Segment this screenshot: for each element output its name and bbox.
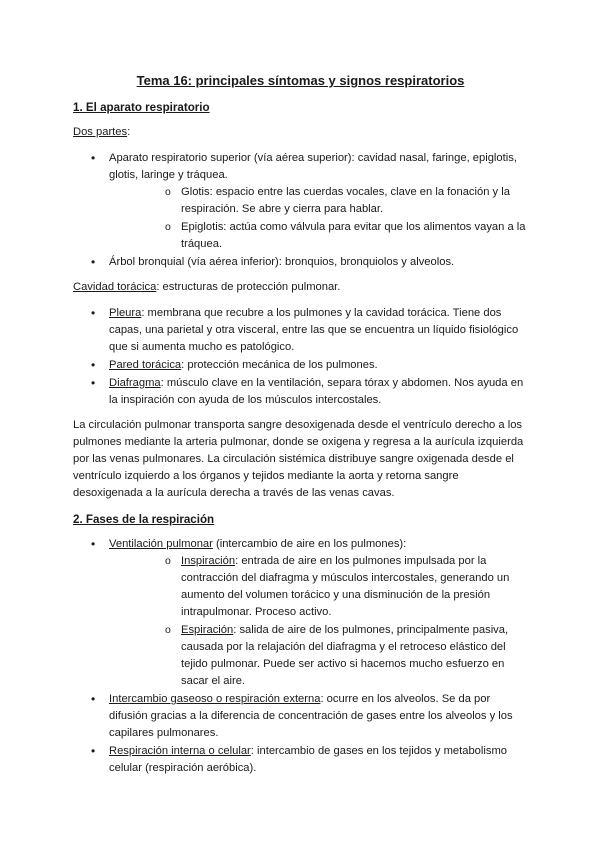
term: Intercambio gaseoso o respiración externa	[109, 693, 321, 705]
term: Inspiración	[181, 555, 236, 567]
term: Pleura	[109, 307, 142, 319]
list-item-via-aerea-superior	[73, 150, 528, 253]
term: Diafragma	[109, 377, 161, 389]
sub-item-espiracion	[109, 622, 528, 690]
fases-list	[73, 536, 528, 777]
circulacion-paragraph: La circulación pulmonar transporta sangre desoxigenada desde el ventrículo derecho a los pulmones mediante la arteria pulmonar, donde se oxigena y regresa a la aurícula izquierda por las venas pulmonares. La circulación sistémica distribuye sangre oxigenada desde el ventrículo izquierdo a los órganos y tejidos mediante la aorta y retorna sangre desoxigenada a la aurícula derecha a través de las venas cavas.	[73, 419, 524, 499]
dos-partes-line	[73, 124, 528, 141]
list-item-arbol-bronquial	[73, 254, 528, 271]
definition: : membrana que recubre a los pulmones y la cavidad torácica. Tiene dos capas, una parietal y otra visceral, entre las que se encuentra un líquido fisiológico que si aumenta mucho es patológico.	[109, 307, 519, 353]
list-item-pared-toracica	[73, 357, 528, 374]
term: Respiración interna o celular	[109, 745, 251, 757]
term: Pared torácica	[109, 359, 182, 371]
term: Espiración	[181, 624, 234, 636]
definition: : intercambio de gases en los tejidos y metabolismo celular (respiración aeróbica).	[109, 745, 507, 774]
definition: (intercambio de aire en los pulmones):	[212, 538, 407, 550]
sub-item-inspiracion	[109, 553, 528, 621]
cavidad-line	[73, 279, 528, 296]
list-item-text: Aparato respiratorio superior (vía aérea superior): cavidad nasal, faringe, epiglotis, glotis, laringe y tráquea.	[109, 152, 517, 181]
sublist-superior	[109, 184, 528, 253]
list-item-intercambio	[73, 691, 528, 742]
list-item-diafragma	[73, 375, 528, 409]
section1-heading: 1. El aparato respiratorio	[73, 101, 210, 114]
dos-partes-label: Dos partes	[73, 126, 128, 138]
dos-partes-colon: :	[127, 126, 131, 138]
definition: : músculo clave en la ventilación, separa tórax y abdomen. Nos ayuda en la inspiración con ayuda de los músculos intercostales.	[109, 377, 524, 406]
definition: : salida de aire de los pulmones, principalmente pasiva, causada por la relajación del diafragma y el retroceso elástico del tejido pulmonar. Puede ser activo si hacemos mucho esfuerzo en sacar el aire.	[181, 624, 509, 687]
term: Ventilación pulmonar	[109, 538, 213, 550]
dos-partes-list	[73, 150, 528, 271]
section2-heading: 2. Fases de la respiración	[73, 513, 215, 526]
definition: : entrada de aire en los pulmones impulsada por la contracción del diafragma y músculos intercostales, generando un aumento del volumen torácico y una disminución de la presión intrapulmonar. Proceso activo.	[181, 555, 510, 618]
list-item-pleura	[73, 305, 528, 356]
cavidad-list	[73, 305, 528, 409]
definition: : protección mecánica de los pulmones.	[181, 359, 378, 371]
cavidad-text: : estructuras de protección pulmonar.	[156, 281, 341, 293]
list-item-text: Árbol bronquial (vía aérea inferior): bronquios, bronquiolos y alveolos.	[109, 256, 455, 268]
cavidad-label: Cavidad torácica	[73, 281, 157, 293]
sub-item-epiglotis: o Epiglotis: actúa como válvula para evitar que los alimentos vayan a la tráquea.	[109, 219, 528, 253]
definition: : ocurre en los alveolos. Se da por difusión gracias a la diferencia de concentración de gases entre los alveolos y los capilares pulmonares.	[109, 693, 513, 739]
list-item-ventilacion	[73, 536, 528, 690]
page-title: Tema 16: principales síntomas y signos respiratorios	[136, 73, 465, 88]
sub-item-glotis: o Glotis: espacio entre las cuerdas vocales, clave en la fonación y la respiración. Se abre y cierra para hablar.	[109, 184, 528, 218]
sublist-ventilacion	[109, 553, 528, 690]
list-item-respiracion-interna	[73, 743, 528, 777]
